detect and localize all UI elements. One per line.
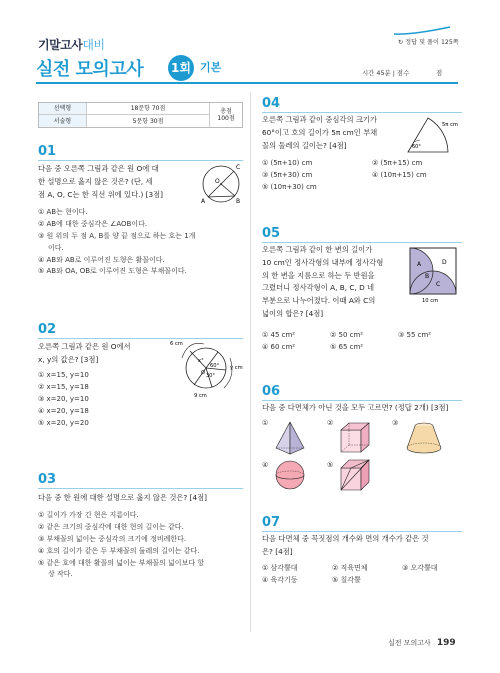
q5-square-figure bbox=[406, 246, 460, 304]
q5-label-d: D bbox=[442, 259, 447, 266]
q1-label-o: O bbox=[215, 178, 220, 185]
q5-label-c: C bbox=[436, 281, 441, 288]
q2-options bbox=[38, 370, 168, 429]
q7-option-1[interactable]: ① 삼각뿔대 bbox=[262, 564, 298, 572]
q4-option-1[interactable]: ① (5π+10) cm bbox=[262, 159, 313, 167]
q4-label-5pi: 5π cm bbox=[442, 122, 458, 128]
q2-number: 02 bbox=[38, 322, 57, 337]
q6-pyramid-figure bbox=[272, 420, 308, 456]
q1-label-a: A bbox=[201, 198, 206, 205]
q2-circle-figure bbox=[168, 336, 246, 398]
q7-rule bbox=[262, 531, 462, 532]
score-info-table bbox=[38, 102, 243, 128]
q7-options bbox=[262, 563, 467, 587]
q4-option-5[interactable]: ⑤ (10π+30) cm bbox=[262, 182, 317, 191]
q7-option-5[interactable]: ⑤ 칠각뿔 bbox=[332, 575, 361, 584]
q5-option-5[interactable]: ⑤ 65 cm² bbox=[330, 342, 364, 351]
q7-question: 다음 다면체 중 꼭짓점의 개수와 면의 개수가 같은 것 은? [4점] bbox=[262, 534, 429, 556]
q4-question: 오른쪽 그림과 같이 중심각의 크기가 60°이고 호의 길이가 5π cm인 부채 꼴의 둘레의 길이는? [4점] bbox=[262, 115, 378, 150]
q5-option-4[interactable]: ④ 60 cm² bbox=[262, 342, 296, 351]
q1-label-c: C bbox=[236, 164, 241, 171]
q7-option-3[interactable]: ③ 오각뿔대 bbox=[402, 564, 438, 572]
q3-number: 03 bbox=[38, 472, 57, 487]
q2-question: 오른쪽 그림과 같은 원 O에서 x, y의 값은? [3점] bbox=[38, 342, 131, 364]
page-number: 199 bbox=[436, 638, 456, 648]
q2-option-2[interactable]: ② x=15, y=18 bbox=[38, 382, 89, 391]
q2-option-4[interactable]: ④ x=20, y=18 bbox=[38, 406, 89, 415]
q4-sector-figure bbox=[400, 112, 460, 156]
q4-option-4[interactable]: ④ (10π+15) cm bbox=[372, 170, 427, 179]
q2-label-x: x° bbox=[198, 358, 204, 364]
q1-option-3-cont: 이다. bbox=[48, 243, 64, 252]
refresh-icon: ↻ bbox=[398, 39, 406, 46]
q3-option-4[interactable]: ④ 호의 길이가 같은 두 부채꼴의 둘레의 길이는 같다. bbox=[38, 546, 200, 555]
exam-title: 실전 모의고사 bbox=[36, 59, 144, 80]
q6-choice-3-label[interactable]: ③ bbox=[392, 419, 399, 427]
q7-option-2[interactable]: ② 직육면체 bbox=[332, 564, 368, 572]
q2-label-6cm: 6 cm bbox=[170, 341, 183, 347]
q2-label-60: 60° bbox=[210, 363, 220, 369]
q1-label-b: B bbox=[236, 198, 241, 205]
q5-rule bbox=[262, 242, 462, 243]
q3-option-3[interactable]: ③ 부채꼴의 넓이는 중심각의 크기에 정비례한다. bbox=[38, 534, 187, 543]
q2-label-ycm: y cm bbox=[230, 365, 243, 371]
score-unit: 점 bbox=[436, 69, 443, 77]
q3-question: 다음 중 한 원에 대한 설명으로 옳지 않은 것은? [4점] bbox=[38, 493, 208, 502]
q2-label-o: O bbox=[201, 370, 205, 376]
q5-number: 05 bbox=[262, 226, 281, 241]
q6-choice-2-label[interactable]: ② bbox=[327, 419, 334, 427]
q6-cut-cube-figure bbox=[337, 456, 375, 494]
q1-option-1[interactable]: ① AB는 현이다. bbox=[38, 208, 88, 216]
q6-number: 06 bbox=[262, 384, 281, 399]
q4-option-2[interactable]: ② (5π+15) cm bbox=[372, 159, 423, 167]
q2-label-9cm: 9 cm bbox=[194, 393, 207, 398]
q6-frustum-figure bbox=[404, 420, 444, 456]
q5-question: 오른쪽 그림과 같이 한 변의 길이가 10 cm인 정사각형의 내부에 정사각형 의 한 변을 지름으로 하는 두 반원을 그렸더니 정사각형이 A, B, C, D 네 부분으로 나누어졌다. 이때 A와 C의 넓이의 합은? [4점] bbox=[262, 245, 384, 318]
answer-reference: ↻ 정답 및 풀이 125쪽 bbox=[398, 39, 459, 46]
q2-label-30: 30° bbox=[206, 373, 215, 379]
check-swoosh-icon bbox=[392, 26, 452, 36]
q5-label-10cm: 10 cm bbox=[422, 298, 439, 304]
column-divider bbox=[250, 92, 251, 632]
q6-choice-1-label[interactable]: ① bbox=[262, 419, 269, 427]
header-rule bbox=[36, 82, 458, 84]
q4-options bbox=[262, 158, 462, 194]
time-limit: 시간 45분 | 점수 bbox=[362, 69, 410, 77]
q1-option-3[interactable]: ③ 원 위의 두 점 A, B를 양 끝 점으로 하는 호는 1개 bbox=[38, 231, 196, 240]
q3-rule bbox=[38, 488, 243, 489]
q4-option-3[interactable]: ③ (5π+30) cm bbox=[262, 170, 313, 179]
q2-option-1[interactable]: ① x=15, y=10 bbox=[38, 371, 89, 379]
info-labels: 선택형 서술형 bbox=[39, 103, 87, 127]
info-values: 18문항 70점 5문항 30점 bbox=[87, 103, 210, 127]
q5-options bbox=[262, 330, 462, 354]
q3-option-5-cont: 상 작다. bbox=[48, 570, 73, 579]
q7-number: 07 bbox=[262, 515, 281, 530]
round-badge: 1회 bbox=[168, 55, 194, 81]
q1-option-2[interactable]: ② AB에 대한 중심각은 ∠AOB이다. bbox=[38, 219, 148, 228]
q1-number: 01 bbox=[38, 144, 57, 159]
q6-question: 다음 중 다면체가 아닌 것을 모두 고르면? (정답 2개) [3점] bbox=[262, 403, 449, 412]
q5-label-b: B bbox=[425, 273, 430, 280]
q6-rule bbox=[262, 400, 462, 401]
q7-option-4[interactable]: ④ 육각기둥 bbox=[262, 575, 298, 584]
q5-option-3[interactable]: ③ 55 cm² bbox=[398, 331, 432, 339]
q3-option-1[interactable]: ① 길이가 가장 긴 현은 지름이다. bbox=[38, 511, 139, 519]
exam-subtitle: 기말고사대비 bbox=[38, 38, 105, 52]
q4-number: 04 bbox=[262, 96, 281, 111]
q5-option-2[interactable]: ② 50 cm² bbox=[330, 331, 364, 339]
q1-question: 다음 중 오른쪽 그림과 같은 원 O에 대 한 설명으로 옳지 않은 것은? (단, 세 점 A, O, C는 한 직선 위에 있다.) [3점] bbox=[38, 164, 164, 199]
q5-option-1[interactable]: ① 45 cm² bbox=[262, 331, 296, 339]
q3-options bbox=[38, 510, 243, 581]
q2-option-5[interactable]: ⑤ x=20, y=20 bbox=[38, 418, 89, 427]
q6-choice-4-label[interactable]: ④ bbox=[262, 461, 269, 469]
q2-option-3[interactable]: ③ x=20, y=10 bbox=[38, 394, 89, 403]
q4-label-60: 60° bbox=[412, 144, 421, 150]
q5-label-a: A bbox=[417, 261, 422, 268]
q1-option-4[interactable]: ④ AB와 AB로 이루어진 도형은 활꼴이다. bbox=[38, 255, 165, 264]
q3-option-2[interactable]: ② 같은 크기의 중심각에 대한 현의 길이는 같다. bbox=[38, 522, 184, 531]
info-total: 총점 100점 bbox=[217, 107, 235, 122]
q6-sphere-figure bbox=[273, 458, 307, 492]
level-label: 기본 bbox=[200, 61, 222, 74]
q6-choice-5-label[interactable]: ⑤ bbox=[327, 461, 334, 469]
q3-option-5[interactable]: ⑤ 같은 호에 대한 활꼴의 넓이는 부채꼴의 넓이보다 항 bbox=[38, 558, 205, 567]
q1-options bbox=[38, 207, 243, 278]
q1-circle-figure bbox=[196, 158, 246, 206]
q6-cube-figure bbox=[337, 420, 373, 456]
q1-option-5[interactable]: ⑤ AB와 OA, OB로 이루어진 도형은 부채꼴이다. bbox=[38, 267, 187, 276]
page-footer: 실전 모의고사 199 bbox=[388, 638, 456, 648]
